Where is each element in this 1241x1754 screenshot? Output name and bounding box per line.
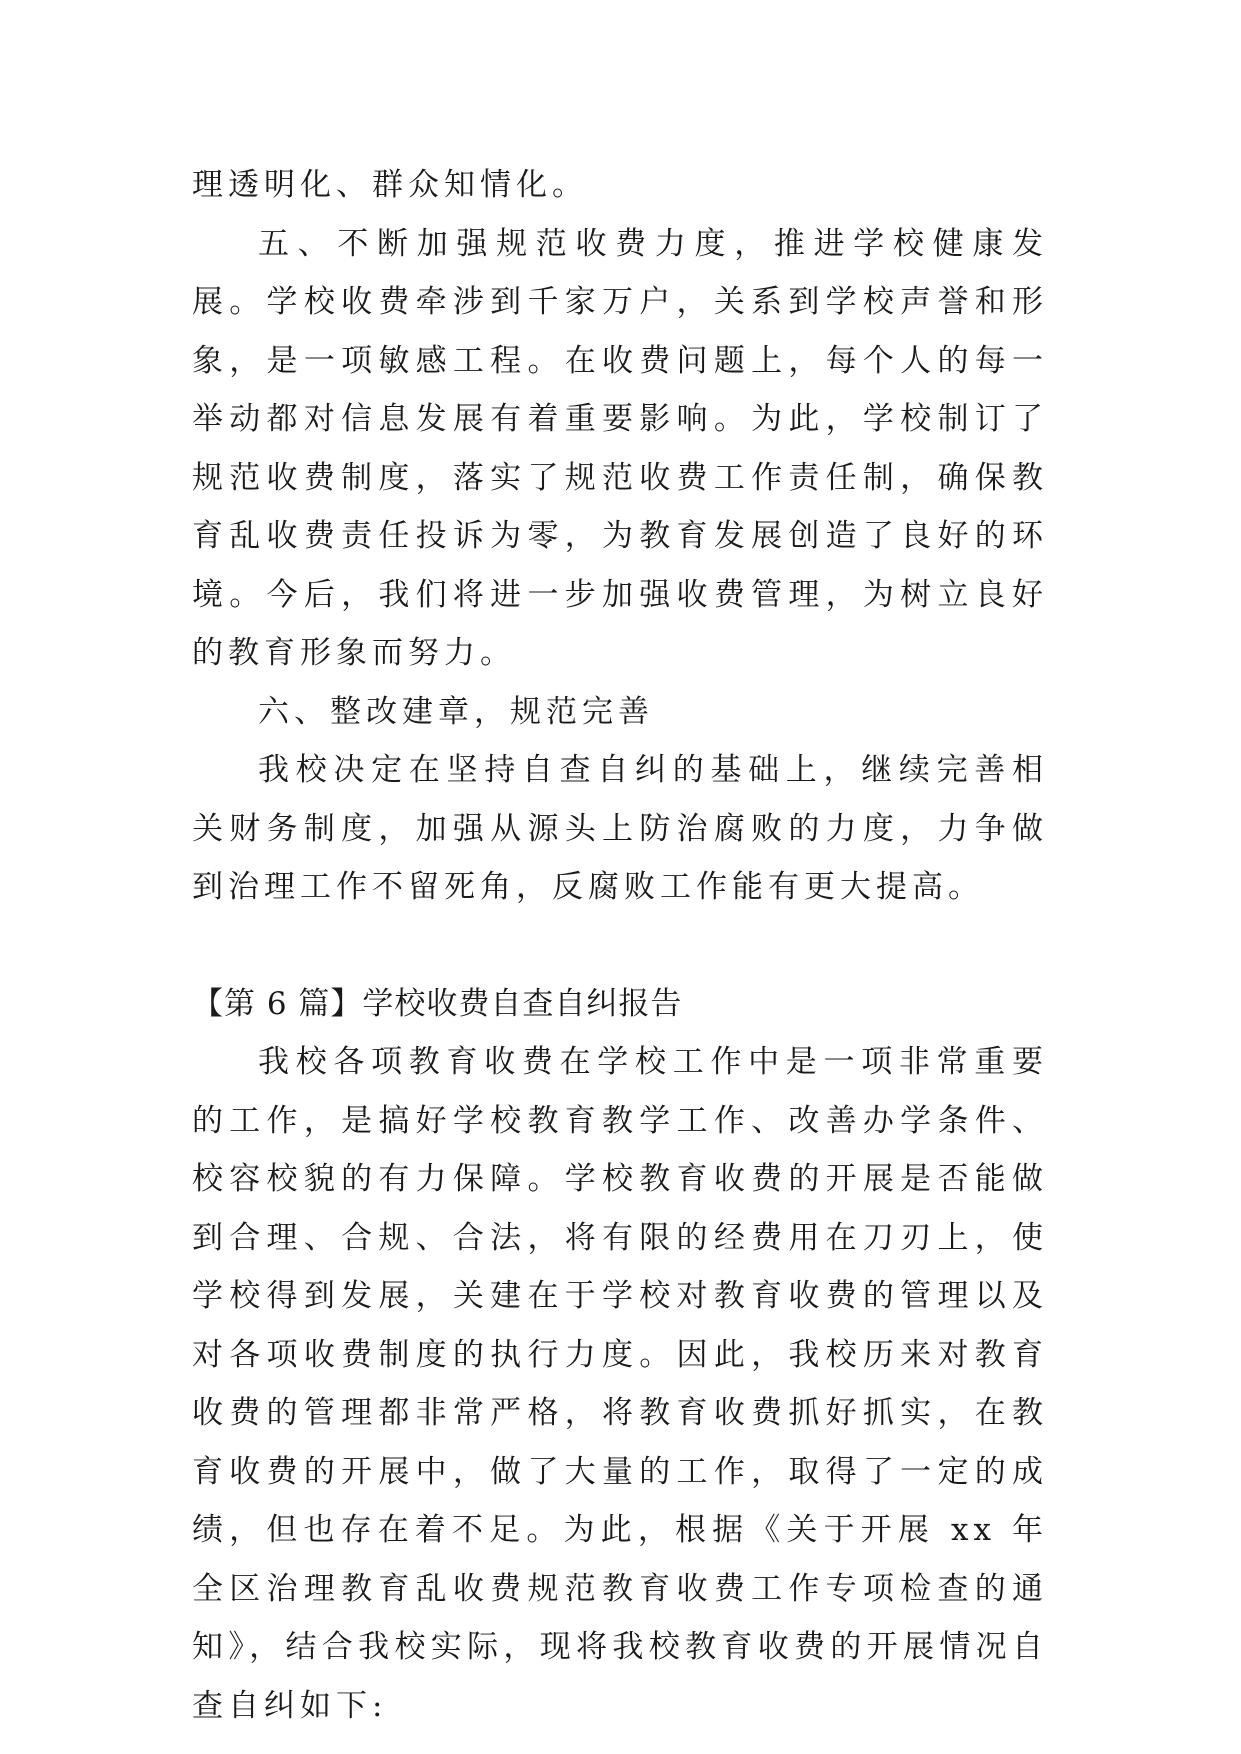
paragraph-rectification-body: 我校决定在坚持自查自纠的基础上，继续完善相关财务制度，加强从源头上防治腐败的力度，力争做到治理工作不留死角，反腐败工作能有更大提高。 [192,752,1048,905]
paragraph-subheading-rectification: 六、整改建章，规范完善 [258,693,654,730]
section-heading: 【第 6 篇】学校收费自查自纠报告 [192,985,683,1022]
section-spacer [192,917,1048,975]
paragraph-continuation: 理透明化、群众知情化。 [192,167,588,203]
paragraph-fee-regulation: 五、不断加强规范收费力度，推进学校健康发展。学校收费牵涉到千家万户，关系到学校声誉和形象，是一项敏感工程。在收费问题上，每个人的每一举动都对信息发展有着重要影响。为此，学校制订了规范收费制度，落实了规范收费工作责任制，确保教育乱收费责任投诉为零，为教育发展创造了良好的环境。今后，我们将进一步加强收费管理，为树立良好的教育形象而努力。 [192,225,1048,671]
paragraph-report-body: 我校各项教育收费在学校工作中是一项非常重要的工作，是搞好学校教育教学工作、改善办学条件、校容校貌的有力保障。学校教育收费的开展是否能做到合理、合规、合法，将有限的经费用在刀刃上，使学校得到发展，关建在于学校对教育收费的管理以及对各项收费制度的执行力度。因此，我校历来对教育收费的管理都非常严格，将教育收费抓好抓实，在教育收费的开展中，做了大量的工作，取得了一定的成绩，但也存在着不足。为此，根据《关于开展 xx 年全区治理教育乱收费规范教育收费工作专项检查的通知》，结合我校实际，现将我校教育收费的开展情况自查自纠如下: [192,1044,1048,1724]
document-body [192,156,1048,1735]
